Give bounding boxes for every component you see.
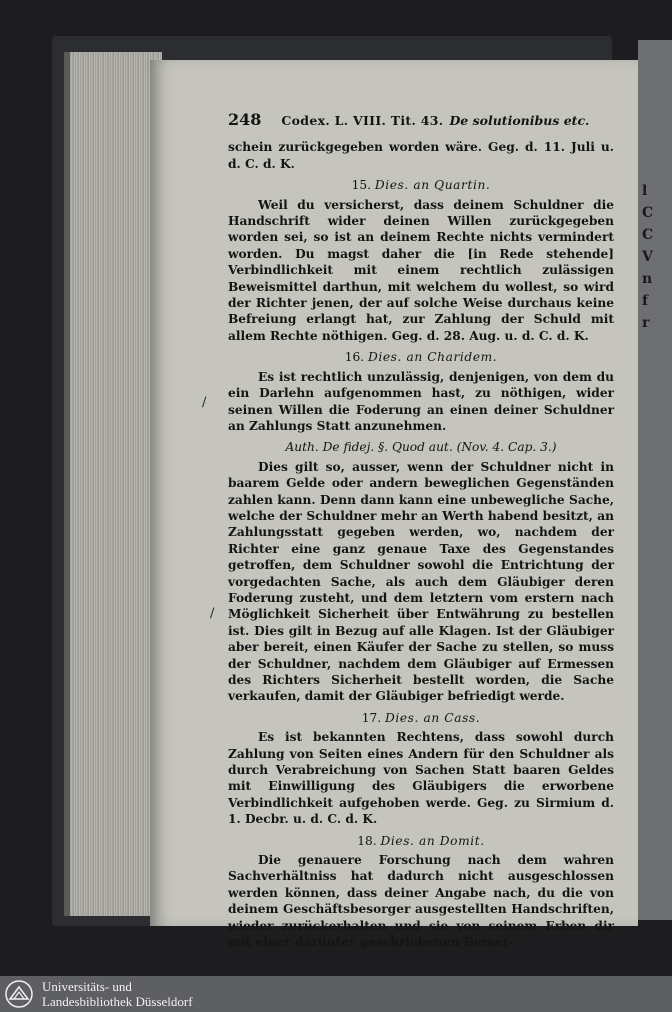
library-logo-icon <box>4 979 34 1009</box>
running-head <box>228 112 614 129</box>
library-line-1: Universitäts- und <box>42 979 132 994</box>
section-number: 17. <box>361 710 382 725</box>
edge-char: C <box>642 227 654 243</box>
section-title: Dies. an Charidem. <box>367 350 498 365</box>
section-heading <box>228 833 614 849</box>
library-name <box>42 979 193 1009</box>
page-content <box>228 112 614 951</box>
paragraph: Es ist bekannten Rechtens, dass sowohl durch Zahlung von Seiten eines Andern für den Schuldner als durch Verabreichung von Sachen Statt baaren Geldes mit Einwilligung des Gläubigers die erworbene Verbindlichkeit aufgehoben werde. Geg. zu Sirmium d. 1. Decbr. u. d. C. d. K. <box>228 730 614 827</box>
section-title: Dies. an Cass. <box>385 710 481 725</box>
paragraph: Dies gilt so, ausser, wenn der Schuldner nicht in baarem Gelde oder andern beweglichen Gegenständen zahlen kann. Denn dann kann eine unbewegliche Sache, welche der Schuldner mehr an Werth habend besitzt, an Zahlungsstatt gegeben werden, wo, nachdem der Richter eine ganz genaue Taxe des Gegenstandes getroffen, dem Schuldner sowohl die Entrichtung der vorgedachten Sache, als auch dem Gläubiger deren Foderung zusteht, und dem letztern vom erstern nach Möglichkeit Sicherheit über Entwährung zu bestellen ist. Dies gilt in Bezug auf alle Klagen. Ist der Gläubiger aber bereit, einen Käufer der Sache zu stellen, so muss der Schuldner, nachdem dem Gläubiger auf Ermessen des Richters Sicherheit bestellt worden, die Sache verkaufen, damit der Gläubiger befriedigt werde. <box>228 459 614 704</box>
section-heading <box>228 710 614 726</box>
paragraph: Es ist rechtlich unzulässig, denjenigen, von dem du ein Darlehn aufgenommen hast, zu nöthigen, wider seinen Willen die Foderung an einen deiner Schuldner an Zahlungs Statt anzunehmen. <box>228 369 614 433</box>
facing-page-edge <box>638 40 672 920</box>
section-title: Dies. an Quartin. <box>374 178 491 193</box>
section-number: 18. <box>357 833 377 848</box>
page-stack <box>64 52 162 916</box>
facing-page-text <box>642 180 662 334</box>
margin-mark: / <box>210 606 215 621</box>
library-footer <box>0 976 672 1012</box>
edge-char: l <box>642 183 648 199</box>
paragraph: Weil du versicherst, dass deinem Schuldner die Handschrift wider deinen Willen zurückgegeben worden sei, so ist an deinem Rechte nichts vermindert worden. Du magst daher die [in Rede stehende] Verbindlichkeit mit einem rechtlich zulässigen Beweismittel darthun, mit welchem du wollest, so wird der Richter jenen, der auf solche Weise durchaus keine Befreiung erlangt hat, zur Zahlung der Schuld mit allem Rechte nöthigen. Geg. d. 28. Aug. u. d. C. d. K. <box>228 197 614 343</box>
running-head-title: Codex. L. VIII. Tit. 43. <box>281 113 444 128</box>
paragraph: Die genauere Forschung nach dem wahren Sachverhältniss hat dadurch nicht ausgeschlossen werden können, dass deiner Angabe nach, du die von deinem Geschäftsbesorger ausgestellten Handschriften, wieder zurückerhalten und sie von seinem Erben dir mit einer darunter geschriebenen Bemer- <box>228 853 614 950</box>
section-number: 16. <box>344 350 365 365</box>
edge-char: C <box>642 205 654 221</box>
running-head-subtitle: De solutionibus etc. <box>449 113 590 128</box>
paragraph: schein zurückgegeben worden wäre. Geg. d. 11. Juli u. d. C. d. K. <box>228 140 614 171</box>
section-heading <box>228 349 614 365</box>
authentica-heading: Auth. De fidej. §. Quod aut. (Nov. 4. Cap. 3.) <box>285 440 557 455</box>
section-heading <box>228 177 614 193</box>
edge-char: f <box>642 293 649 309</box>
library-line-2: Landesbibliothek Düsseldorf <box>42 994 193 1009</box>
edge-char: r <box>642 315 650 331</box>
edge-char: V <box>642 249 653 265</box>
margin-mark: / <box>202 395 207 410</box>
edge-char: n <box>642 271 653 287</box>
page-number: 248 <box>228 110 262 129</box>
section-title: Dies. an Domit. <box>380 833 485 848</box>
section-number: 15. <box>351 178 371 193</box>
